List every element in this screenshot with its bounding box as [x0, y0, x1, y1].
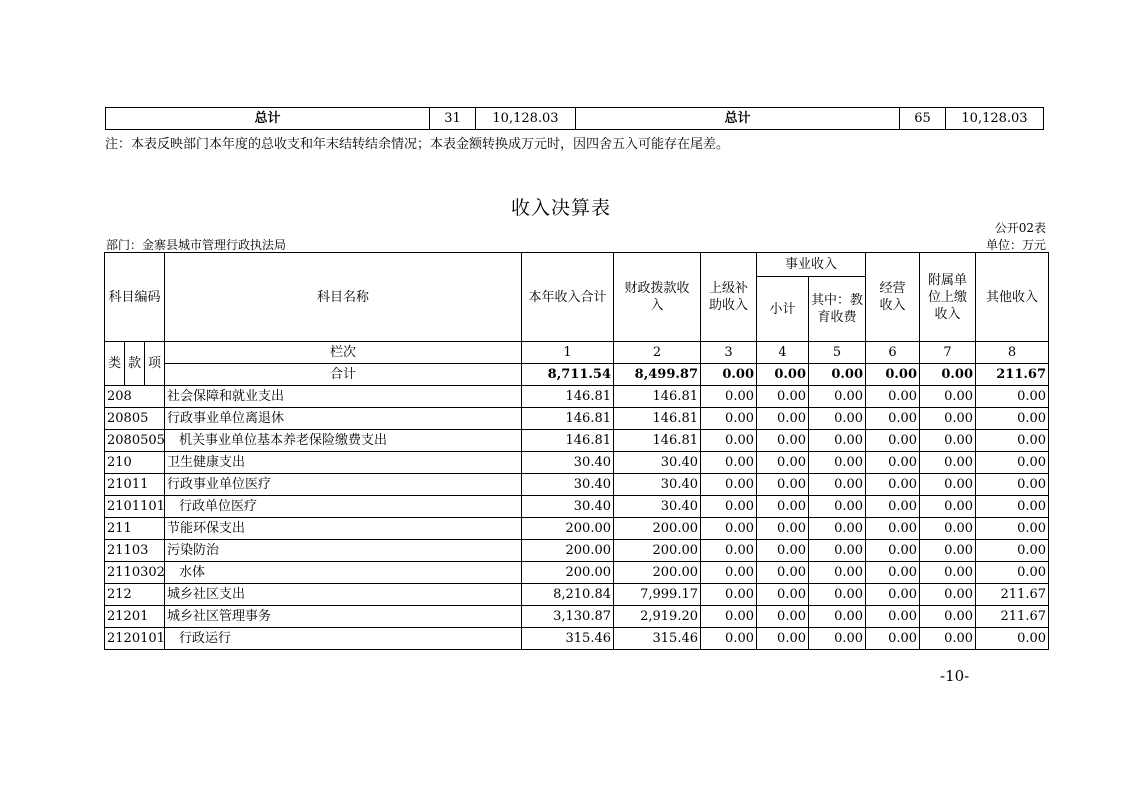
value-cell: 315.46	[522, 628, 614, 650]
value-cell: 0.00	[757, 452, 809, 474]
table-row	[105, 430, 1049, 452]
subject-name-cell: 污染防治	[165, 540, 522, 562]
total-label: 合计	[165, 364, 522, 386]
value-cell: 0.00	[701, 386, 757, 408]
value-cell: 7,999.17	[614, 584, 701, 606]
data-rows	[105, 386, 1049, 650]
col-number: 3	[701, 342, 757, 364]
value-cell: 0.00	[757, 584, 809, 606]
header-item: 项	[145, 342, 165, 386]
value-cell: 0.00	[757, 628, 809, 650]
subject-code-cell: 2120101	[105, 628, 165, 650]
value-cell: 0.00	[866, 628, 920, 650]
header-affiliated: 附属单位上缴收入	[920, 253, 976, 342]
total-cell: 0.00	[809, 364, 866, 386]
value-cell: 0.00	[701, 562, 757, 584]
value-cell: 200.00	[614, 562, 701, 584]
value-cell: 146.81	[522, 386, 614, 408]
value-cell: 0.00	[920, 518, 976, 540]
value-cell: 0.00	[757, 606, 809, 628]
value-cell: 0.00	[757, 540, 809, 562]
value-cell: 0.00	[976, 408, 1049, 430]
subject-name-cell: 行政单位医疗	[165, 496, 522, 518]
col-number: 6	[866, 342, 920, 364]
subject-name-cell: 卫生健康支出	[165, 452, 522, 474]
subject-name-cell: 城乡社区管理事务	[165, 606, 522, 628]
value-cell: 0.00	[701, 606, 757, 628]
value-cell: 0.00	[976, 518, 1049, 540]
value-cell: 200.00	[614, 540, 701, 562]
value-cell: 0.00	[920, 562, 976, 584]
value-cell: 0.00	[701, 408, 757, 430]
col-number: 4	[757, 342, 809, 364]
value-cell: 30.40	[522, 474, 614, 496]
value-cell: 0.00	[701, 540, 757, 562]
header-operating: 经营收入	[866, 253, 920, 342]
col-number: 2	[614, 342, 701, 364]
total-cell: 8,711.54	[522, 364, 614, 386]
value-cell: 0.00	[920, 386, 976, 408]
summary-left-amount: 10,128.03	[476, 108, 576, 130]
value-cell: 0.00	[757, 474, 809, 496]
page-title: 收入决算表	[510, 197, 611, 219]
table-row	[105, 518, 1049, 540]
footnote: 注：本表反映部门本年度的总收支和年末结转结余情况；本表金额转换成万元时，因四舍五入可能存在尾差。	[105, 137, 730, 152]
header-subject-code: 科目编码	[105, 253, 165, 342]
unit-label: 单位：万元	[985, 238, 1046, 252]
table-row	[105, 562, 1049, 584]
table-row	[105, 408, 1049, 430]
subject-code-cell: 2080505	[105, 430, 165, 452]
subject-name-cell: 行政事业单位医疗	[165, 474, 522, 496]
value-cell: 0.00	[809, 518, 866, 540]
value-cell: 30.40	[522, 496, 614, 518]
value-cell: 0.00	[809, 540, 866, 562]
subject-code-cell: 208	[105, 386, 165, 408]
value-cell: 0.00	[701, 584, 757, 606]
value-cell: 0.00	[976, 540, 1049, 562]
col-number: 8	[976, 342, 1049, 364]
value-cell: 0.00	[920, 452, 976, 474]
total-cell: 0.00	[920, 364, 976, 386]
value-cell: 0.00	[866, 496, 920, 518]
value-cell: 0.00	[809, 474, 866, 496]
value-cell: 0.00	[920, 628, 976, 650]
value-cell: 0.00	[920, 430, 976, 452]
value-cell: 0.00	[976, 386, 1049, 408]
header-subtotal: 小计	[757, 277, 809, 342]
value-cell: 0.00	[809, 430, 866, 452]
table-row	[105, 540, 1049, 562]
header-fiscal: 财政拨款收入	[614, 253, 701, 342]
value-cell: 0.00	[976, 628, 1049, 650]
value-cell: 0.00	[757, 386, 809, 408]
value-cell: 146.81	[522, 430, 614, 452]
value-cell: 0.00	[866, 430, 920, 452]
header-higher-subsidy: 上级补助收入	[701, 253, 757, 342]
value-cell: 0.00	[809, 452, 866, 474]
subject-code-cell: 2101101	[105, 496, 165, 518]
table-row	[105, 452, 1049, 474]
value-cell: 0.00	[866, 562, 920, 584]
total-cell: 0.00	[866, 364, 920, 386]
header-class: 类	[105, 342, 125, 386]
value-cell: 0.00	[701, 628, 757, 650]
header-other: 其他收入	[976, 253, 1049, 342]
column-number-row	[105, 342, 1049, 364]
value-cell: 0.00	[866, 606, 920, 628]
value-cell: 0.00	[866, 474, 920, 496]
summary-right-amount: 10,128.03	[946, 108, 1044, 130]
value-cell: 0.00	[809, 408, 866, 430]
total-cell: 0.00	[757, 364, 809, 386]
table-row	[105, 628, 1049, 650]
value-cell: 0.00	[757, 430, 809, 452]
value-cell: 0.00	[866, 408, 920, 430]
value-cell: 0.00	[920, 540, 976, 562]
value-cell: 0.00	[976, 474, 1049, 496]
value-cell: 0.00	[757, 496, 809, 518]
col-number: 7	[920, 342, 976, 364]
value-cell: 0.00	[866, 584, 920, 606]
subject-code-cell: 21103	[105, 540, 165, 562]
value-cell: 146.81	[614, 408, 701, 430]
value-cell: 0.00	[757, 518, 809, 540]
value-cell: 0.00	[920, 408, 976, 430]
value-cell: 0.00	[809, 584, 866, 606]
subject-name-cell: 机关事业单位基本养老保险缴费支出	[165, 430, 522, 452]
value-cell: 0.00	[866, 540, 920, 562]
subject-code-cell: 210	[105, 452, 165, 474]
header-total-income: 本年收入合计	[522, 253, 614, 342]
value-cell: 0.00	[809, 606, 866, 628]
department-label: 部门：金寨县城市管理行政执法局	[106, 238, 287, 252]
total-cell: 211.67	[976, 364, 1049, 386]
subject-code-cell: 211	[105, 518, 165, 540]
value-cell: 0.00	[809, 628, 866, 650]
value-cell: 200.00	[522, 540, 614, 562]
table-row	[105, 584, 1049, 606]
value-cell: 0.00	[920, 474, 976, 496]
subject-name-cell: 城乡社区支出	[165, 584, 522, 606]
value-cell: 0.00	[701, 474, 757, 496]
form-number: 公开02表	[994, 221, 1046, 235]
value-cell: 30.40	[614, 496, 701, 518]
subject-code-cell: 21011	[105, 474, 165, 496]
subject-name-cell: 行政运行	[165, 628, 522, 650]
value-cell: 30.40	[614, 474, 701, 496]
value-cell: 0.00	[701, 430, 757, 452]
subject-code-cell: 212	[105, 584, 165, 606]
header-education-fee: 其中：教育收费	[809, 277, 866, 342]
subject-code-cell: 21201	[105, 606, 165, 628]
value-cell: 3,130.87	[522, 606, 614, 628]
value-cell: 30.40	[522, 452, 614, 474]
value-cell: 0.00	[701, 452, 757, 474]
value-cell: 0.00	[920, 496, 976, 518]
table-row	[105, 386, 1049, 408]
value-cell: 0.00	[757, 408, 809, 430]
total-cell: 0.00	[701, 364, 757, 386]
table-row	[105, 496, 1049, 518]
value-cell: 0.00	[809, 386, 866, 408]
value-cell: 200.00	[614, 518, 701, 540]
value-cell: 315.46	[614, 628, 701, 650]
value-cell: 0.00	[757, 562, 809, 584]
subject-code-cell: 20805	[105, 408, 165, 430]
value-cell: 146.81	[614, 430, 701, 452]
value-cell: 146.81	[522, 408, 614, 430]
table-row	[105, 474, 1049, 496]
subject-name-cell: 节能环保支出	[165, 518, 522, 540]
subject-name-cell: 水体	[165, 562, 522, 584]
header-subject-name: 科目名称	[165, 253, 522, 342]
value-cell: 146.81	[614, 386, 701, 408]
total-cell: 8,499.87	[614, 364, 701, 386]
summary-left-label: 总计	[106, 108, 430, 130]
value-cell: 0.00	[701, 518, 757, 540]
value-cell: 0.00	[920, 584, 976, 606]
summary-table	[105, 107, 1044, 130]
value-cell: 0.00	[976, 562, 1049, 584]
header-section: 款	[125, 342, 145, 386]
value-cell: 0.00	[976, 496, 1049, 518]
value-cell: 0.00	[976, 430, 1049, 452]
summary-right-label: 总计	[576, 108, 900, 130]
value-cell: 0.00	[866, 452, 920, 474]
value-cell: 200.00	[522, 518, 614, 540]
value-cell: 0.00	[866, 386, 920, 408]
summary-left-row: 31	[430, 108, 476, 130]
value-cell: 0.00	[866, 518, 920, 540]
summary-row	[106, 108, 1044, 130]
subject-name-cell: 社会保障和就业支出	[165, 386, 522, 408]
value-cell: 0.00	[809, 562, 866, 584]
value-cell: 0.00	[809, 496, 866, 518]
value-cell: 211.67	[976, 584, 1049, 606]
value-cell: 0.00	[920, 606, 976, 628]
value-cell: 2,919.20	[614, 606, 701, 628]
page-number: -10-	[940, 667, 970, 685]
income-table	[104, 252, 1049, 650]
header-column-order: 栏次	[165, 342, 522, 364]
value-cell: 211.67	[976, 606, 1049, 628]
table-row	[105, 606, 1049, 628]
value-cell: 0.00	[976, 452, 1049, 474]
header-row-1	[105, 253, 1049, 277]
subject-name-cell: 行政事业单位离退休	[165, 408, 522, 430]
value-cell: 0.00	[701, 496, 757, 518]
total-row	[105, 364, 1049, 386]
col-number: 1	[522, 342, 614, 364]
value-cell: 8,210.84	[522, 584, 614, 606]
value-cell: 200.00	[522, 562, 614, 584]
value-cell: 30.40	[614, 452, 701, 474]
summary-right-row: 65	[900, 108, 946, 130]
col-number: 5	[809, 342, 866, 364]
subject-code-cell: 2110302	[105, 562, 165, 584]
header-business-income: 事业收入	[757, 253, 866, 277]
